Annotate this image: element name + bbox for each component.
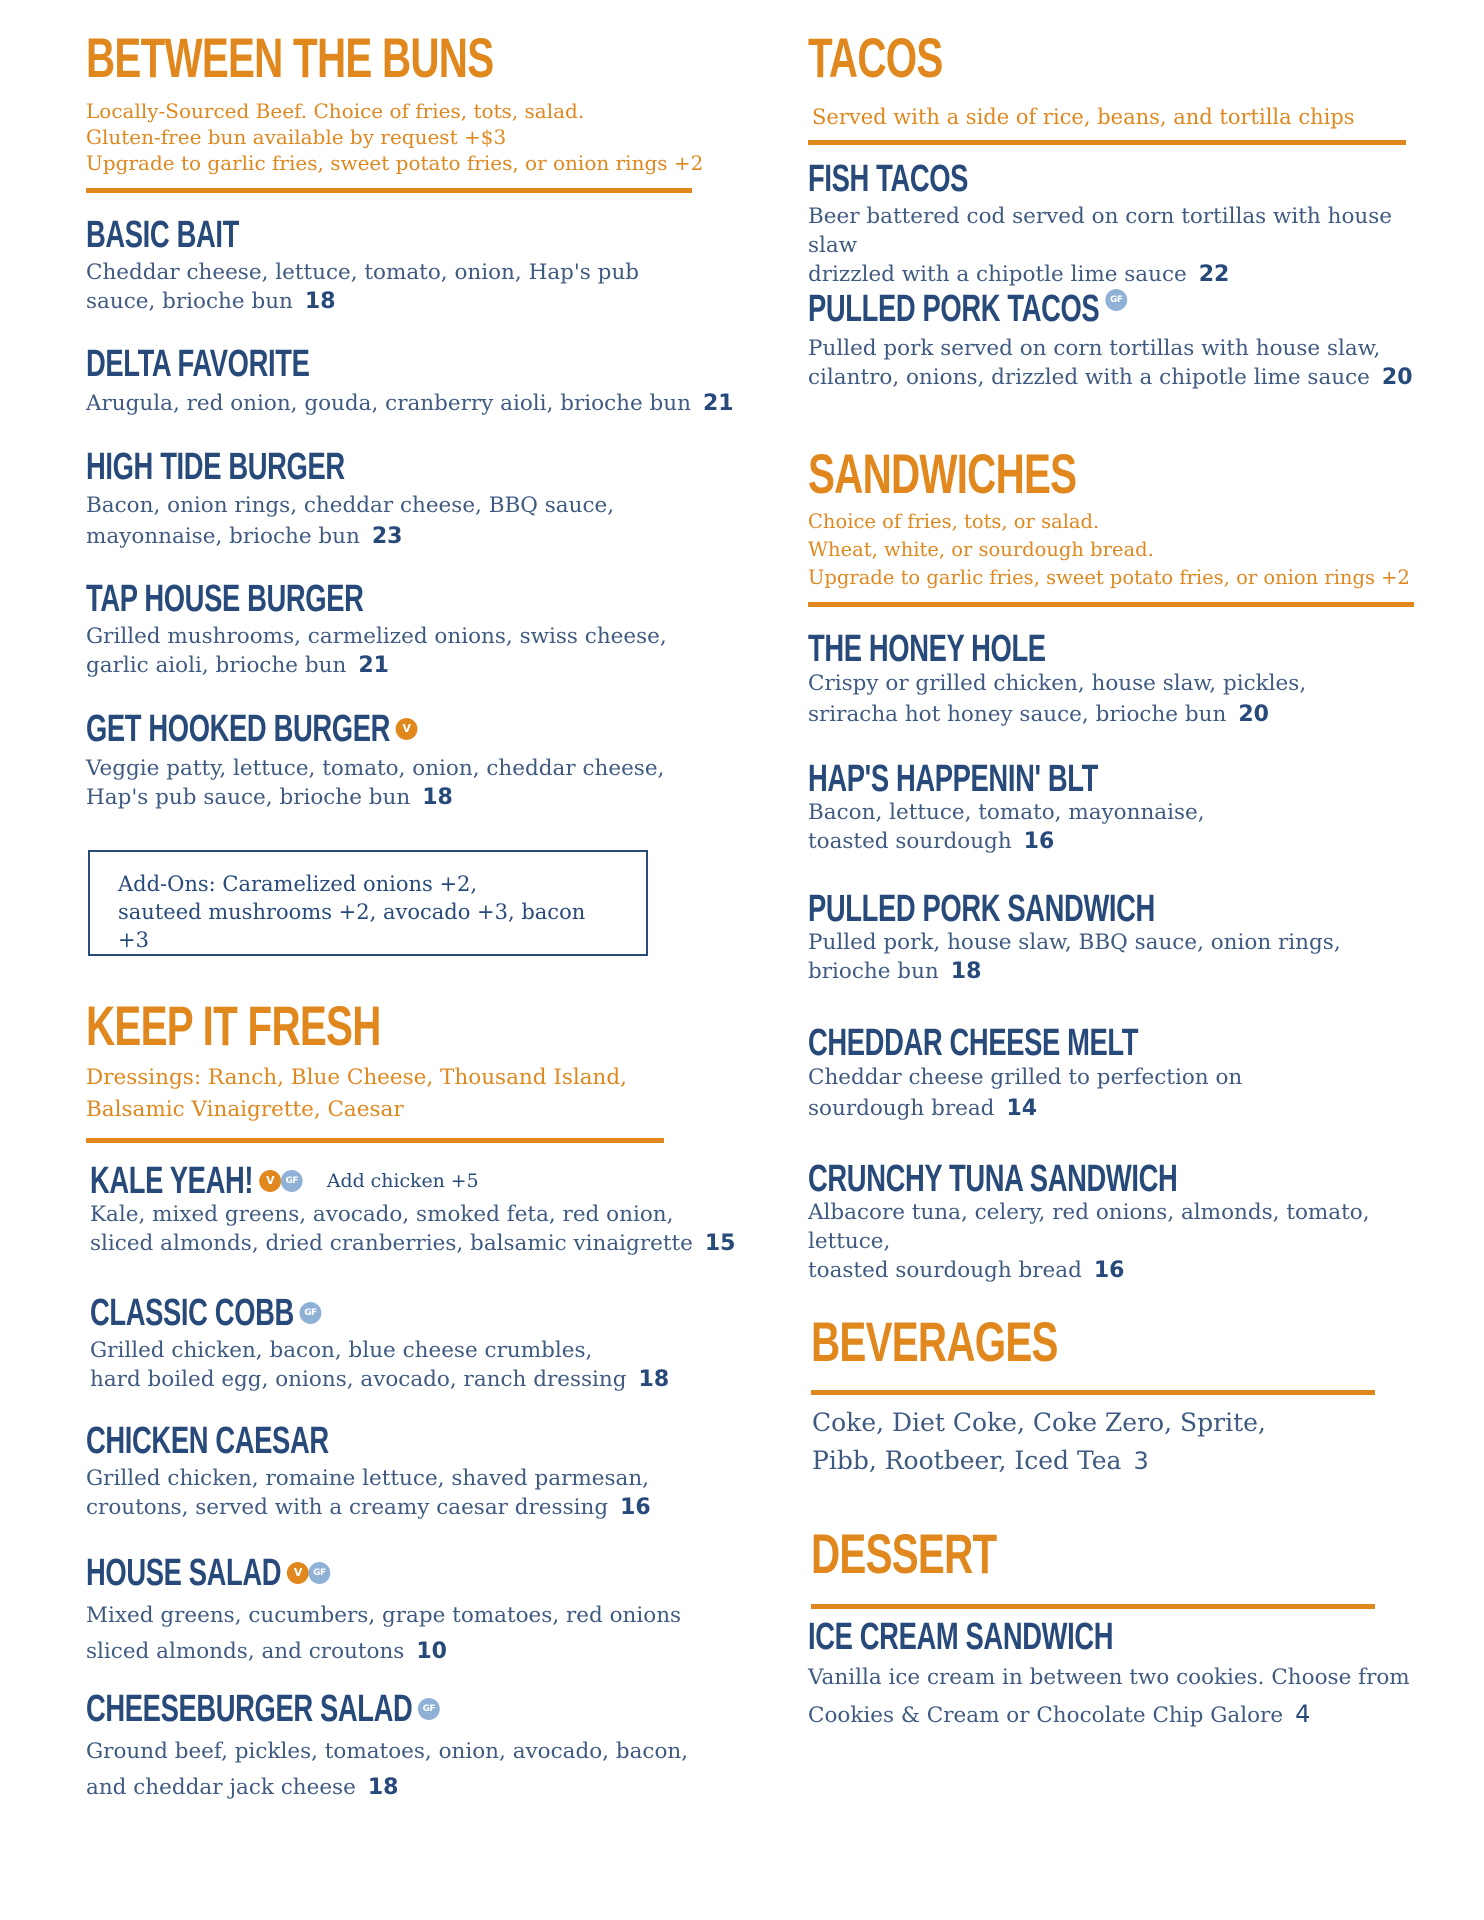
item-name: [808, 288, 1254, 330]
section-sandwiches: [808, 444, 1428, 607]
item-price: 14: [1006, 1096, 1038, 1121]
menu-item: [808, 1022, 1428, 1124]
desc-line: toasted sourdough bread: [808, 1258, 1082, 1283]
item-description: [808, 928, 1428, 986]
beverages-list: [812, 1404, 1412, 1480]
section-dessert: [811, 1524, 1411, 1609]
item-name: FISH TACOS: [808, 158, 969, 200]
add-ons-box: [88, 850, 648, 956]
menu-item: [86, 708, 726, 812]
item-price: 21: [702, 391, 734, 416]
subtitle-line: Upgrade to garlic fries, sweet potato fries, or onion rings +2: [86, 151, 704, 175]
desc-line: Cookies & Cream or Chocolate Chip Galore: [808, 1703, 1284, 1728]
desc-line: Bacon, lettuce, tomato, mayonnaise,: [808, 800, 1205, 825]
menu-item: [86, 1688, 746, 1806]
desc-line: sauce, brioche bun: [86, 289, 293, 314]
section-keep-it-fresh: [86, 996, 706, 1143]
desc-line: croutons, served with a creamy caesar dressing: [86, 1495, 609, 1520]
item-name: THE HONEY HOLE: [808, 628, 1046, 670]
item-description: [86, 389, 746, 418]
desc-line: garlic aioli, brioche bun: [86, 653, 347, 678]
item-price: 4: [1295, 1700, 1311, 1728]
vegetarian-icon: V: [396, 718, 418, 740]
menu-item: [808, 288, 1428, 392]
subtitle-line: Locally-Sourced Beef. Choice of fries, tots, salad.: [86, 99, 585, 123]
subtitle-line: Wheat, white, or sourdough bread.: [808, 538, 1154, 561]
item-description: [86, 1598, 746, 1670]
item-description: [86, 258, 726, 316]
item-name: HIGH TIDE BURGER: [86, 446, 345, 488]
subtitle-line: Upgrade to garlic fries, sweet potato fries, or onion rings +2: [808, 566, 1410, 589]
menu-item: [86, 343, 746, 418]
item-description: [808, 668, 1428, 730]
menu-item: [808, 758, 1428, 856]
item-name: BASIC BAIT: [86, 214, 239, 256]
desc-line: cilantro, onions, drizzled with a chipotle lime sauce: [808, 365, 1370, 390]
item-price: 16: [1023, 829, 1055, 854]
item-price: 20: [1238, 702, 1269, 727]
desc-line: mayonnaise, brioche bun: [86, 524, 360, 549]
item-description: [808, 334, 1428, 392]
item-name-text: KALE YEAH!: [90, 1160, 254, 1202]
item-price: 21: [358, 653, 389, 678]
section-divider: [808, 140, 1406, 145]
add-ons-line: Add-Ons: Caramelized onions +2,: [118, 872, 478, 896]
section-title: DESSERT: [811, 1522, 997, 1585]
item-name-text: HOUSE SALAD: [86, 1552, 282, 1594]
item-name: [86, 1552, 561, 1594]
menu-item: [808, 158, 1428, 289]
item-price: 18: [950, 959, 982, 984]
gluten-free-icon: GF: [280, 1170, 302, 1192]
item-description: [90, 1200, 740, 1258]
section-title: TACOS: [808, 26, 943, 89]
desc-line: Veggie patty, lettuce, tomato, onion, cheddar cheese,: [86, 756, 665, 781]
item-name: CHICKEN CAESAR: [86, 1420, 329, 1462]
section-title: KEEP IT FRESH: [86, 994, 381, 1057]
item-price: 18: [304, 289, 336, 314]
desc-line: hard boiled egg, onions, avocado, ranch dressing: [90, 1367, 627, 1392]
desc-line: Grilled chicken, bacon, blue cheese crumbles,: [90, 1338, 593, 1363]
section-title: SANDWICHES: [808, 442, 1077, 505]
menu-item: [90, 1292, 740, 1394]
gluten-free-icon: GF: [300, 1302, 322, 1324]
item-name: [86, 708, 547, 750]
desc-line: sriracha hot honey sauce, brioche bun: [808, 702, 1227, 727]
desc-line: toasted sourdough: [808, 829, 1012, 854]
desc-line: Coke, Diet Coke, Coke Zero, Sprite,: [812, 1408, 1266, 1437]
subtitle-line: Gluten-free bun available by request +$3: [86, 125, 507, 149]
subtitle-line: Balsamic Vinaigrette, Caesar: [86, 1097, 404, 1122]
desc-line: Cheddar cheese, lettuce, tomato, onion, Hap's pub: [86, 260, 640, 285]
menu-item: [808, 628, 1428, 730]
item-description: [90, 1336, 740, 1394]
subtitle-line: Choice of fries, tots, or salad.: [808, 510, 1100, 533]
item-name: [90, 1292, 558, 1334]
item-description: [86, 490, 726, 552]
item-name: ICE CREAM SANDWICH: [808, 1616, 1114, 1658]
item-name: DELTA FAVORITE: [86, 343, 310, 385]
item-name-text: CLASSIC COBB: [90, 1292, 294, 1334]
item-name-text: PULLED PORK TACOS: [808, 288, 1100, 330]
desc-line: Pibb, Rootbeer, Iced Tea: [812, 1446, 1122, 1475]
desc-line: Grilled mushrooms, carmelized onions, swiss cheese,: [86, 624, 667, 649]
subtitle-line: Served with a side of rice, beans, and tortilla chips: [812, 105, 1355, 129]
item-description: [86, 1734, 746, 1806]
desc-line: brioche bun: [808, 959, 939, 984]
section-beverages: [811, 1312, 1411, 1395]
section-tacos: [808, 28, 1408, 145]
menu-item: [86, 1420, 736, 1522]
vegetarian-icon: V: [287, 1562, 309, 1584]
item-price: 10: [416, 1639, 447, 1664]
desc-line: Cheddar cheese grilled to perfection on: [808, 1065, 1243, 1090]
item-name: [86, 1688, 561, 1730]
gluten-free-icon: GF: [418, 1698, 440, 1720]
section-divider: [86, 1138, 664, 1143]
desc-line: Arugula, red onion, gouda, cranberry aioli, brioche bun: [86, 391, 691, 416]
item-description: [86, 754, 726, 812]
item-description: [808, 202, 1428, 289]
section-between-the-buns: [86, 28, 706, 193]
menu-item: [86, 578, 726, 680]
desc-line: Pulled pork served on corn tortillas with house slaw,: [808, 336, 1381, 361]
add-ons-line: sauteed mushrooms +2, avocado +3, bacon +3: [118, 900, 586, 952]
item-name: HAP'S HAPPENIN' BLT: [808, 758, 1098, 800]
item-price: 23: [371, 524, 403, 549]
desc-line: Hap's pub sauce, brioche bun: [86, 785, 411, 810]
desc-line: sourdough bread: [808, 1096, 995, 1121]
section-title: BETWEEN THE BUNS: [86, 26, 494, 89]
menu-item: [808, 888, 1428, 986]
vegetarian-icon: V: [259, 1170, 281, 1192]
menu-item: [808, 1158, 1428, 1285]
desc-line: Albacore tuna, celery, red onions, almonds, tomato, lettuce,: [808, 1200, 1370, 1254]
item-name: PULLED PORK SANDWICH: [808, 888, 1155, 930]
desc-line: sliced almonds, and croutons: [86, 1639, 405, 1664]
desc-line: sliced almonds, dried cranberries, balsamic vinaigrette: [90, 1231, 693, 1256]
menu-item: [808, 1616, 1428, 1734]
item-price: 20: [1381, 365, 1413, 390]
section-subtitle: [86, 98, 706, 176]
desc-line: drizzled with a chipotle lime sauce: [808, 262, 1187, 287]
item-price: 16: [620, 1495, 651, 1520]
section-subtitle: [86, 1062, 706, 1126]
menu-item: [86, 446, 726, 552]
gluten-free-icon: GF: [1105, 289, 1127, 311]
desc-line: Ground beef, pickles, tomatoes, onion, avocado, bacon,: [86, 1739, 689, 1764]
item-description: [86, 622, 726, 680]
menu-item: [86, 214, 726, 316]
desc-line: Kale, mixed greens, avocado, smoked feta, red onion,: [90, 1202, 674, 1227]
subtitle-line: Dressings: Ranch, Blue Cheese, Thousand Island,: [86, 1065, 627, 1090]
item-price: 18: [367, 1775, 399, 1800]
item-price: 16: [1093, 1258, 1125, 1283]
item-description: [808, 798, 1428, 856]
item-price: 22: [1198, 262, 1230, 287]
item-description: [808, 1198, 1428, 1285]
desc-line: Crispy or grilled chicken, house slaw, pickles,: [808, 671, 1307, 696]
item-description: [808, 1062, 1428, 1124]
item-name: [90, 1160, 558, 1202]
item-name-text: GET HOOKED BURGER: [86, 708, 390, 750]
desc-line: Pulled pork, house slaw, BBQ sauce, onion rings,: [808, 930, 1341, 955]
desc-line: Bacon, onion rings, cheddar cheese, BBQ sauce,: [86, 493, 615, 518]
desc-line: and cheddar jack cheese: [86, 1775, 356, 1800]
desc-line: Vanilla ice cream in between two cookies. Choose from: [808, 1665, 1410, 1690]
item-name-text: CHEESEBURGER SALAD: [86, 1688, 413, 1730]
item-name: CHEDDAR CHEESE MELT: [808, 1022, 1139, 1064]
item-description: [86, 1464, 736, 1522]
item-price: 18: [638, 1367, 670, 1392]
section-divider: [86, 188, 692, 193]
item-note: Add chicken +5: [326, 1170, 479, 1192]
section-divider: [811, 1604, 1375, 1609]
section-title: BEVERAGES: [811, 1310, 1058, 1373]
item-description: [812, 1404, 1412, 1480]
item-price: 3: [1133, 1447, 1149, 1475]
desc-line: Beer battered cod served on corn tortillas with house slaw: [808, 204, 1393, 258]
desc-line: Grilled chicken, romaine lettuce, shaved parmesan,: [86, 1466, 650, 1491]
section-divider: [808, 602, 1414, 607]
section-subtitle: [808, 104, 1408, 130]
item-name: CRUNCHY TUNA SANDWICH: [808, 1158, 1178, 1200]
gluten-free-icon: GF: [309, 1562, 331, 1584]
section-subtitle: [808, 508, 1428, 592]
desc-line: Mixed greens, cucumbers, grape tomatoes, red onions: [86, 1603, 682, 1628]
section-divider: [811, 1390, 1375, 1395]
item-price: 18: [422, 785, 453, 810]
menu-item: [90, 1160, 740, 1258]
item-price: 15: [704, 1231, 736, 1256]
item-name: TAP HOUSE BURGER: [86, 578, 364, 620]
item-description: [808, 1660, 1428, 1734]
menu-item: [86, 1552, 746, 1670]
